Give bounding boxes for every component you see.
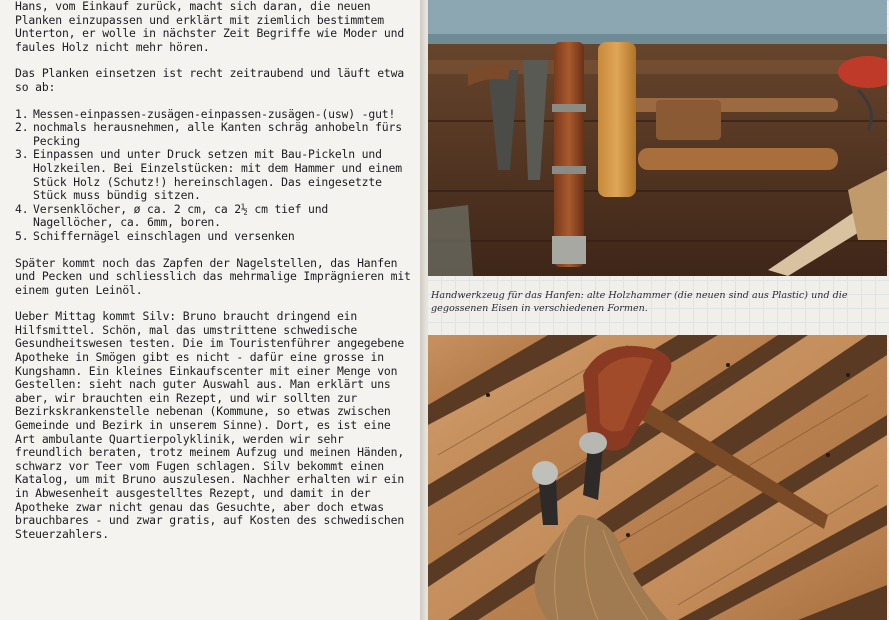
paragraph-later-steps: Später kommt noch das Zapfen der Nagelstellen, das Hanfen und Pecken und schliesslich das mehrmalige Imprägnieren mit einem guten Leinöl. — [15, 255, 411, 297]
paragraph-pharmacy: Ueber Mittag kommt Silv: Bruno braucht dringend ein Hilfsmittel. Schön, mal das umstrittene schwedische Gesundheitswesen testen. Die im Touristenführer angegebene Apotheke in Smögen gibt es nicht - dafür eine grosse in Kungshamn. Ein kleines Einkaufscenter mit einer Menge von Gestellen: sieht nach guter Auswahl aus. Man erklärt uns aber, wir brauchten ein Rezept, und wir sollten zur Bezirkskrankenstelle nebenan (Kommune, so etwas zwischen Gemeinde und Bezirk in unserem Sinne). Dort, es ist eine Art ambulante Quartierpolyklinik, werden wir sehr freundlich beraten, trotz meinem Aufzug und meinen Händen, schwarz vor Teer vom Fugen schlagen. Silv bekommt einen Katalog, um mit Bruno auszulesen. Nachher erhalten wir ein in Abwesenheit ausgestelltes Rezept, und damit in der Apotheke zwar nicht genau das Gesuchte, aber doch etwas brauchbares - und zwar gratis, auf Kosten des schwedischen Steuerzahlers. — [15, 309, 405, 541]
step-text: nochmals herausnehmen, alle Kanten schräg anhobeln fürs Pecking — [33, 120, 402, 148]
list-item — [15, 203, 415, 230]
step-text: Versenklöcher, ø ca. 2 cm, ca 2½ cm tief und Nagellöcher, ca. 6mm, boren. — [33, 201, 329, 230]
photo-tools-image — [428, 0, 887, 276]
list-item — [15, 108, 415, 122]
list-item — [15, 230, 415, 244]
step-text: Schiffernägel einschlagen und versenken — [33, 228, 295, 243]
steps-list — [15, 108, 415, 244]
step-number: 4. — [15, 201, 29, 216]
list-item — [15, 121, 415, 148]
photo-caption: Handwerkzeug für das Hanfen: alte Holzhammer (die neuen sind aus Plastic) und die gegossenen Eisen in verschiedenen Formen. — [431, 290, 848, 314]
step-text: Messen-einpassen-zusägen-einpassen-zusägen-(usw) -gut! — [33, 106, 396, 121]
step-number: 1. — [15, 106, 29, 121]
photo-mallet-hemp — [428, 335, 887, 620]
page-gutter — [420, 0, 427, 620]
step-number: 3. — [15, 147, 29, 162]
step-number: 5. — [15, 228, 29, 243]
step-text: Einpassen und unter Druck setzen mit Bau-Pickeln und Holzkeilen. Bei Einzelstücken: mit dem Hammer und einem Stück Holz (Schutz!) hereinschlagen. Das eingesetzte Stück muss bündig sitzen. — [33, 147, 402, 203]
list-item — [15, 148, 415, 202]
photo-mallet-hemp-image — [428, 335, 887, 620]
article-text — [15, 0, 415, 554]
photo-tools — [428, 0, 887, 276]
step-number: 2. — [15, 120, 29, 135]
paragraph-process-intro: Das Planken einsetzen ist recht zeitraubend und läuft etwa so ab: — [15, 66, 405, 94]
paragraph-intro: Hans, vom Einkauf zurück, macht sich daran, die neuen Planken einzupassen und erklärt mit ziemlich bestimmtem Unterton, er wolle in nächster Zeit Begriffe wie Moder und faules Holz nicht mehr hören. — [15, 0, 405, 54]
